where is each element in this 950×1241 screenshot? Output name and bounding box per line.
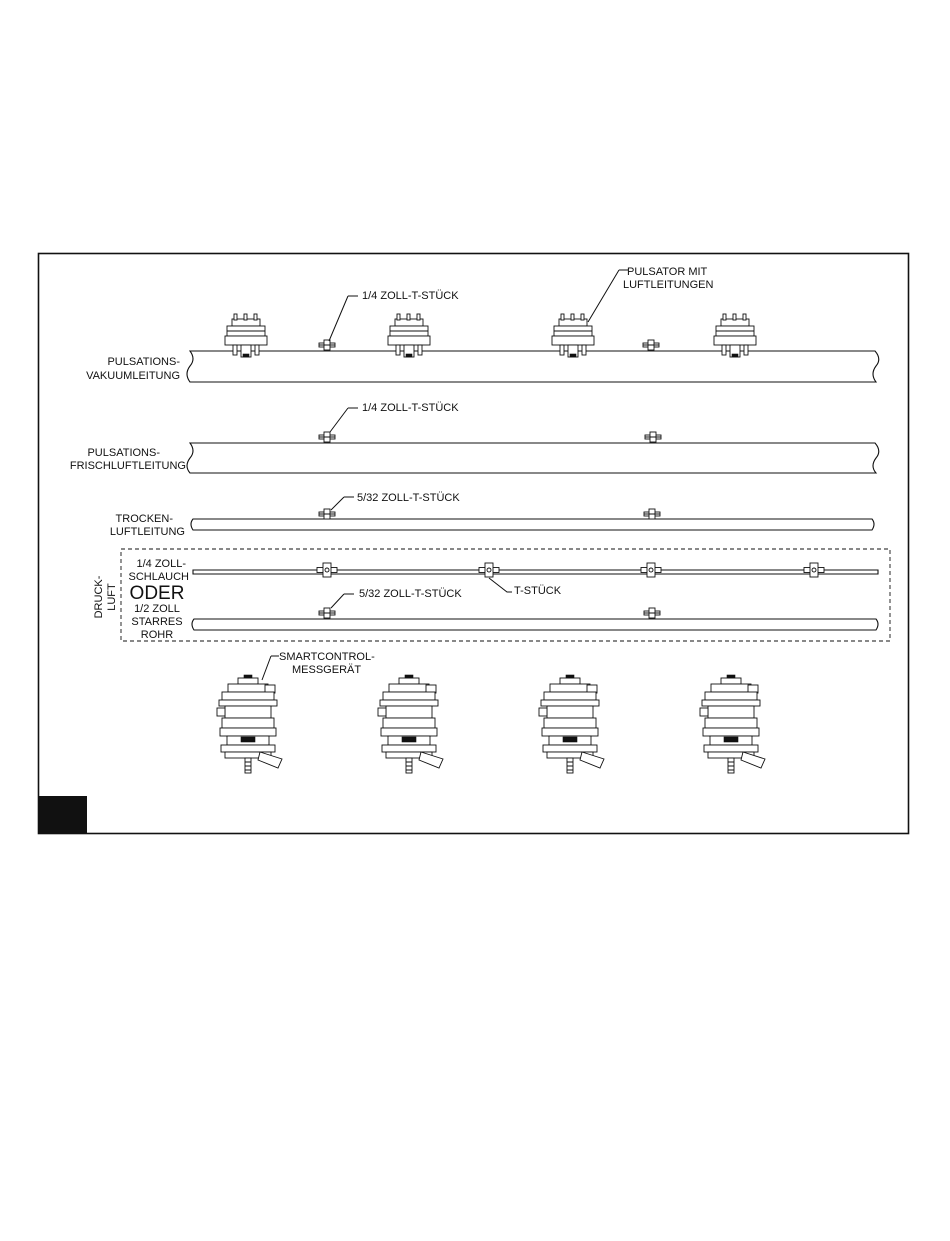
pipe-label-1: 1/2 ZOLL <box>134 603 180 615</box>
tee-fitting <box>319 340 335 350</box>
leader-pulsator <box>588 270 628 322</box>
smartcontrol-meter <box>217 675 282 773</box>
pipe-label-2: STARRES <box>131 616 183 628</box>
leader-532-tee-1 <box>331 497 354 510</box>
tee-fitting <box>641 563 661 577</box>
vacuum-line-label-1: PULSATIONS- <box>107 356 180 368</box>
half-inch-rigid-pipe <box>192 619 878 630</box>
tee-fitting <box>319 509 335 519</box>
tee-fitting <box>644 509 660 519</box>
tee-generic-label: T-STÜCK <box>514 585 562 597</box>
compressed-air-label-1: DRUCK- <box>93 575 105 619</box>
smartcontrol-label-2: MESSGERÄT <box>292 664 362 676</box>
pulsation-vacuum-line <box>187 351 879 382</box>
tee-532-label-2: 5/32 ZOLL-T-STÜCK <box>359 588 462 600</box>
smartcontrol-meter <box>378 675 443 773</box>
fresh-air-line-label-2: FRISCHLUFTLEITUNG <box>69 460 186 472</box>
leader-532-tee-2 <box>331 594 354 608</box>
leader-smartcontrol <box>262 656 279 680</box>
hose-label-2: SCHLAUCH <box>128 571 189 583</box>
pulsator-label-1: PULSATOR MIT <box>627 266 708 278</box>
corner-block <box>39 796 87 833</box>
quarter-inch-hose <box>193 570 878 574</box>
dry-air-line <box>191 519 874 530</box>
leader-quarter-tee-1 <box>329 296 358 341</box>
leader-tee-generic <box>489 578 512 592</box>
hose-label-1: 1/4 ZOLL- <box>136 558 186 570</box>
tee-fitting <box>804 563 824 577</box>
tee-fitting <box>319 608 335 618</box>
smartcontrol-meter <box>700 675 765 773</box>
fresh-air-line-label-1: PULSATIONS- <box>87 447 160 459</box>
leader-quarter-tee-2 <box>330 408 358 432</box>
smartcontrol-meter <box>539 675 604 773</box>
tee-fitting <box>644 608 660 618</box>
tee-fitting <box>319 432 335 442</box>
vacuum-line-label-2: VAKUUMLEITUNG <box>86 370 180 382</box>
tee-fitting <box>317 563 337 577</box>
pipe-label-3: ROHR <box>140 629 174 641</box>
pulsation-fresh-air-line <box>187 443 879 473</box>
pulsator-label-2: LUFTLEITUNGEN <box>623 279 714 291</box>
or-label: ODER <box>129 583 185 604</box>
tee-fitting <box>645 432 661 442</box>
diagram-frame <box>39 254 909 834</box>
tee-532-label-1: 5/32 ZOLL-T-STÜCK <box>357 492 460 504</box>
compressed-air-label-2: LUFT <box>106 583 118 611</box>
quarter-tee-label-1: 1/4 ZOLL-T-STÜCK <box>362 290 459 302</box>
quarter-tee-label-2: 1/4 ZOLL-T-STÜCK <box>362 402 459 414</box>
dry-line-label-2: LUFTLEITUNG <box>109 526 185 538</box>
tee-fitting <box>643 340 659 350</box>
dry-line-label-1: TROCKEN- <box>115 513 173 525</box>
tee-fitting <box>479 563 499 577</box>
smartcontrol-label-1: SMARTCONTROL- <box>279 651 375 663</box>
